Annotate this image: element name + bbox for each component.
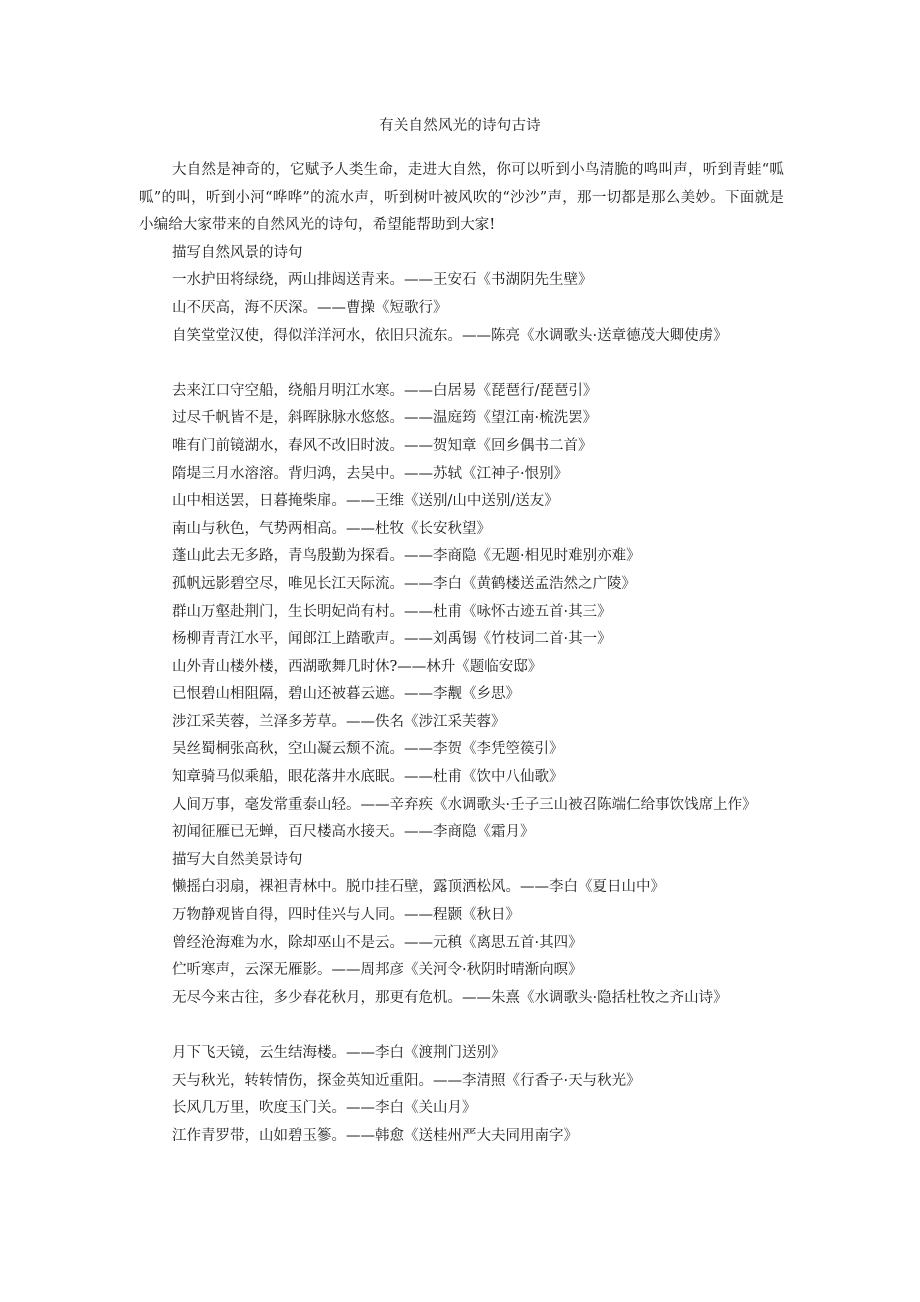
poem-line: 吴丝蜀桐张高秋，空山凝云颓不流。——李贺《李凭箜篌引》 [172,741,564,758]
poem-line: 隋堤三月水溶溶。背归鸿，去吴中。——苏轼《江神子·恨别》 [172,465,569,482]
poem-line: 人间万事，毫发常重泰山轻。——辛弃疾《水调歌头·壬子三山被召陈端仁给事饮饯席上作》 [172,796,757,813]
poem-line: 山不厌高，海不厌深。——曹操《短歌行》 [172,299,448,316]
poem-line: 蓬山此去无多路，青鸟殷勤为探看。——李商隐《无题·相见时难别亦难》 [172,548,641,565]
poem-line: 曾经沧海难为水，除却巫山不是云。——元稹《离思五首·其四》 [172,934,583,951]
poem-line: 山中相送罢，日暮掩柴扉。——王维《送别/山中送别/送友》 [172,493,559,510]
poem-line: 长风几万里，吹度玉门关。——李白《关山月》 [172,1100,477,1117]
document-title: 有关自然风光的诗句古诗 [379,118,541,134]
poem-line: 杨柳青青江水平，闻郎江上踏歌声。——刘禹锡《竹枝词二首·其一》 [172,631,612,648]
poem-line: 涉江采芙蓉，兰泽多芳草。——佚名《涉江采芙蓉》 [172,713,506,730]
poem-line: 江作青罗带，山如碧玉篸。——韩愈《送桂州严大夫同用南字》 [172,1127,578,1144]
poem-line: 唯有门前镜湖水，春风不改旧时波。——贺知章《回乡偶书二首》 [172,437,593,454]
poem-line: 懒摇白羽扇，裸袒青林中。脱巾挂石壁，露顶洒松风。——李白《夏日山中》 [172,879,665,896]
section-heading: 描写大自然美景诗句 [172,851,303,868]
poem-line: 群山万壑赴荆门，生长明妃尚有村。——杜甫《咏怀古迹五首·其三》 [172,603,612,620]
poem-line: 自笑堂堂汉使，得似洋洋河水，依旧只流东。——陈亮《水调歌头·送章德茂大卿使虏》 [172,327,728,344]
poem-line: 去来江口守空船，绕船月明江水寒。——白居易《琵琶行/琵琶引》 [172,382,598,399]
poem-line: 山外青山楼外楼，西湖歌舞几时休?——林升《题临安邸》 [172,658,543,675]
intro-paragraph: 大自然是神奇的，它赋予人类生命，走进大自然，你可以听到小鸟清脆的鸣叫声，听到青蛙“呱呱”的叫，听到小河“哗哗”的流水声，听到树叶被风吹的“沙沙”声，那一切都是那么美妙。下面就是小编给大家带来的自然风光的诗句，希望能帮助到大家! [139,162,784,234]
section-heading: 描写自然风景的诗句 [172,244,303,261]
poem-line: 南山与秋色，气势两相高。——杜牧《长安秋望》 [172,520,491,537]
poem-line: 天与秋光，转转情伤，探金英知近重阳。——李清照《行香子·天与秋光》 [172,1072,641,1089]
poem-line: 月下飞天镜，云生结海楼。——李白《渡荆门送别》 [172,1045,506,1061]
poem-line: 知章骑马似乘船，眼花落井水底眠。——杜甫《饮中八仙歌》 [172,769,564,786]
poem-line: 过尽千帆皆不是，斜晖脉脉水悠悠。——温庭筠《望江南·梳洗罢》 [172,410,598,427]
poem-line: 伫听寒声，云深无雁影。——周邦彦《关河令·秋阴时晴渐向暝》 [172,962,583,979]
poem-line: 一水护田将绿绕，两山排闼送青来。——王安石《书湖阴先生壁》 [172,272,593,289]
blank-line [139,1012,784,1040]
poem-line: 无尽今来古往，多少春花秋月，那更有危机。——朱熹《水调歌头·隐括杜牧之齐山诗》 [172,989,728,1006]
document-body [139,157,784,1150]
poem-line: 万物静观皆自得，四时佳兴与人同。——程颢《秋日》 [172,907,520,924]
poem-line: 孤帆远影碧空尽，唯见长江天际流。——李白《黄鹤楼送孟浩然之广陵》 [172,575,636,592]
poem-line: 初闻征雁已无蝉，百尺楼高水接天。——李商隐《霜月》 [172,824,535,841]
blank-line [139,350,784,378]
poem-line: 已恨碧山相阻隔，碧山还被暮云遮。——李觏《乡思》 [172,686,520,703]
